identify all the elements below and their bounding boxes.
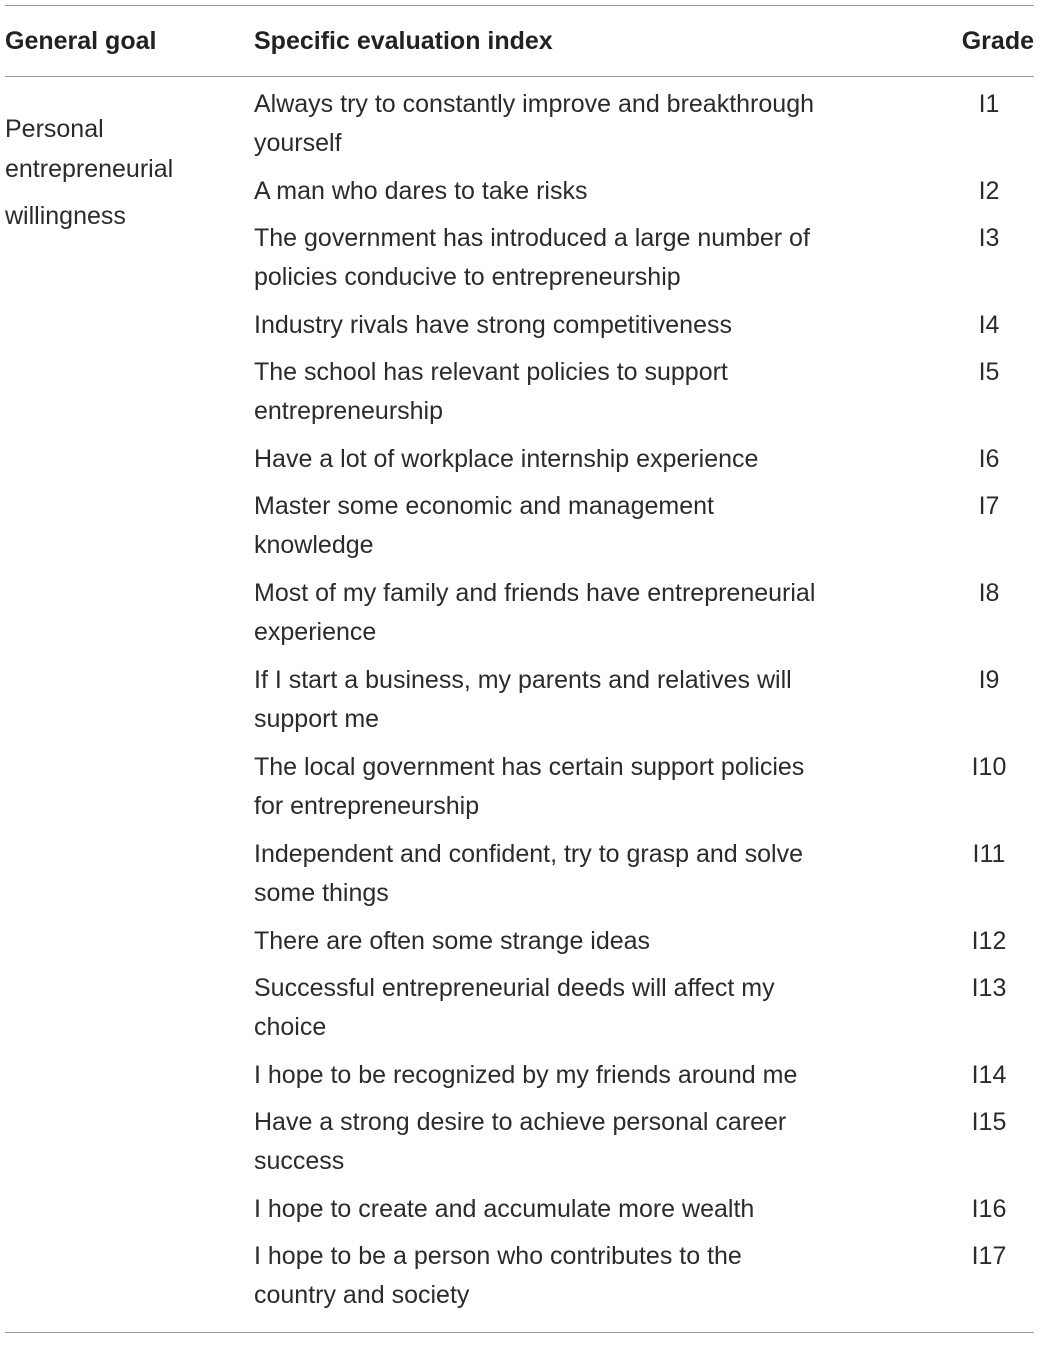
table-row — [254, 835, 1034, 913]
grade-cell: I4 — [978, 311, 1000, 339]
table-row — [254, 85, 1034, 163]
table-row — [254, 661, 1034, 739]
evaluation-index-line: If I start a business, my parents and relatives will — [254, 666, 792, 694]
general-goal-line: willingness — [5, 202, 126, 230]
grade-cell: I8 — [978, 579, 1000, 607]
evaluation-index-cell — [254, 748, 944, 826]
grade-cell: I3 — [978, 224, 1000, 252]
table-row — [254, 574, 1034, 652]
evaluation-index-line: I hope to be a person who contributes to the — [254, 1242, 742, 1270]
evaluation-index-line: some things — [254, 879, 389, 907]
header-grade: Grade — [961, 26, 1034, 55]
evaluation-index-line: yourself — [254, 129, 342, 157]
grade-cell: I9 — [978, 666, 1000, 694]
table-body — [5, 77, 1034, 1332]
header-general-goal: General goal — [5, 26, 157, 55]
evaluation-index-line: Successful entrepreneurial deeds will affect my — [254, 974, 775, 1002]
evaluation-index-line: entrepreneurship — [254, 397, 444, 425]
grade-cell: I15 — [971, 1108, 1007, 1136]
evaluation-index-line: Have a lot of workplace internship experience — [254, 445, 759, 473]
grade-cell: I1 — [978, 90, 1000, 118]
evaluation-index-cell — [254, 574, 944, 652]
grade-cell: I14 — [971, 1061, 1007, 1089]
evaluation-index-line: The school has relevant policies to support — [254, 358, 728, 386]
evaluation-index-line: success — [254, 1147, 345, 1175]
evaluation-index-line: Master some economic and management — [254, 492, 714, 520]
evaluation-index-line: experience — [254, 618, 377, 646]
grade-cell: I16 — [971, 1195, 1007, 1223]
evaluation-index-line: Independent and confident, try to grasp and solve — [254, 840, 803, 868]
evaluation-index-line: for entrepreneurship — [254, 792, 480, 820]
evaluation-index-line: I hope to create and accumulate more wealth — [254, 1195, 755, 1223]
table-row — [254, 1237, 1034, 1315]
general-goal-cell — [5, 115, 245, 236]
bottom-rule — [5, 1332, 1034, 1333]
evaluation-index-line: Industry rivals have strong competitiveness — [254, 311, 732, 339]
evaluation-index-cell — [254, 353, 944, 431]
grade-cell: I13 — [971, 974, 1007, 1002]
table-row — [254, 1056, 1034, 1095]
evaluation-index-cell — [254, 1056, 944, 1095]
general-goal-line: entrepreneurial — [5, 155, 174, 183]
evaluation-index-cell — [254, 85, 944, 163]
evaluation-index-line: Have a strong desire to achieve personal career — [254, 1108, 787, 1136]
general-goal-line: Personal — [5, 115, 104, 143]
table-header — [5, 6, 1034, 76]
evaluation-index-cell — [254, 1103, 944, 1181]
grade-cell: I2 — [978, 177, 1000, 205]
grade-cell: I11 — [972, 840, 1006, 868]
evaluation-index-line: choice — [254, 1013, 327, 1041]
evaluation-index-line: support me — [254, 705, 380, 733]
table-row — [254, 1190, 1034, 1229]
evaluation-index-cell — [254, 1190, 944, 1229]
grade-cell: I5 — [978, 358, 1000, 386]
table-row — [254, 487, 1034, 565]
evaluation-index-line: The government has introduced a large number of — [254, 224, 810, 252]
table-row — [254, 1103, 1034, 1181]
table-row — [254, 748, 1034, 826]
evaluation-index-cell — [254, 661, 944, 739]
table-row — [254, 353, 1034, 431]
table-row — [254, 969, 1034, 1047]
header-specific-evaluation-index: Specific evaluation index — [254, 26, 553, 55]
evaluation-index-line: Always try to constantly improve and breakthrough — [254, 90, 814, 118]
evaluation-index-cell — [254, 835, 944, 913]
evaluation-index-line: Most of my family and friends have entrepreneurial — [254, 579, 816, 607]
evaluation-index-cell — [254, 172, 944, 211]
grade-cell: I6 — [978, 445, 1000, 473]
table-row — [254, 219, 1034, 297]
table-row — [254, 440, 1034, 479]
evaluation-index-line: A man who dares to take risks — [254, 177, 588, 205]
evaluation-index-line: I hope to be recognized by my friends around me — [254, 1061, 798, 1089]
evaluation-index-line: policies conducive to entrepreneurship — [254, 263, 681, 291]
evaluation-index-line: country and society — [254, 1281, 470, 1309]
evaluation-index-cell — [254, 922, 944, 961]
table-row — [254, 306, 1034, 345]
evaluation-index-cell — [254, 306, 944, 345]
table-row — [254, 922, 1034, 961]
grade-cell: I12 — [971, 927, 1007, 955]
evaluation-index-cell — [254, 1237, 944, 1315]
grade-cell: I10 — [971, 753, 1007, 781]
evaluation-index-line: knowledge — [254, 531, 374, 559]
evaluation-index-cell — [254, 487, 944, 565]
table-row — [254, 172, 1034, 211]
evaluation-index-line: There are often some strange ideas — [254, 927, 651, 955]
evaluation-index-cell — [254, 969, 944, 1047]
evaluation-table — [5, 5, 1034, 1333]
evaluation-index-line: The local government has certain support policies — [254, 753, 805, 781]
evaluation-index-cell — [254, 219, 944, 297]
evaluation-index-cell — [254, 440, 944, 479]
grade-cell: I17 — [971, 1242, 1007, 1270]
grade-cell: I7 — [978, 492, 1000, 520]
